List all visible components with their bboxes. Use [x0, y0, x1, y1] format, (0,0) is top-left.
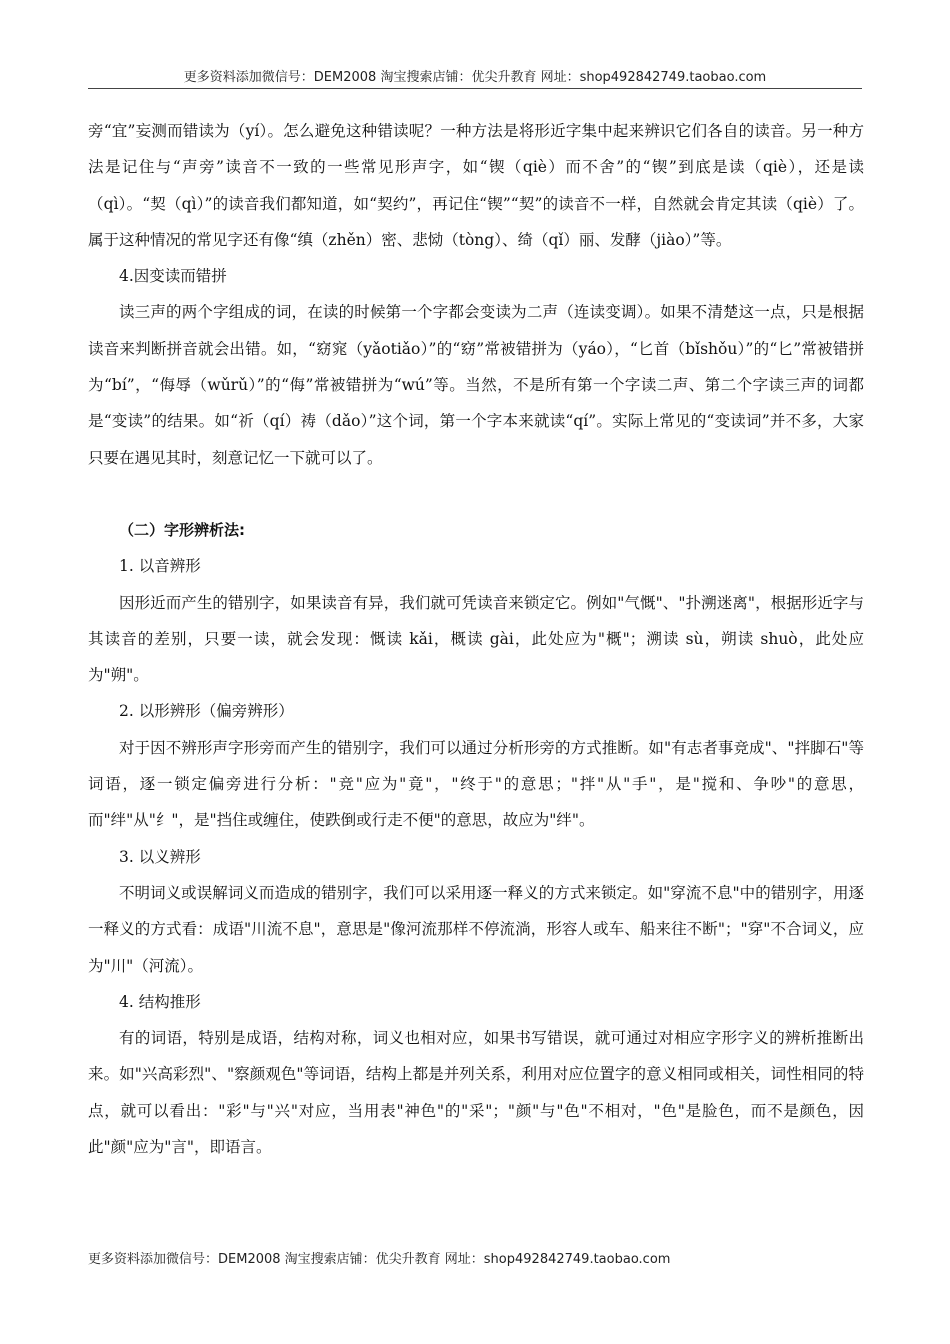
paragraph-structure: 有的词语，特别是成语，结构对称，词义也相对应，如果书写错误，就可通过对相应字形字义的辨析推断出来。如"兴高彩烈"、"察颜观色"等词语，结构上都是并列关系，利用对应位置字的意义相同或相关，词性相同的特点，就可以看出："彩"与"兴"对应，当用表"神色"的"采"；"颜"与"色"不相对，"色"是脸色，而不是颜色，因此"颜"应为"言"，即语言。 — [88, 1029, 864, 1157]
spacer — [88, 476, 864, 512]
subheading-sound: 1. 以音辨形 — [119, 557, 201, 576]
subheading-tone-change: 4.因变读而错拼 — [119, 267, 227, 286]
subheading-meaning: 3. 以义辨形 — [119, 847, 201, 866]
page-footer: 更多资料添加微信号：DEM2008 淘宝搜索店铺：优尖升教育 网址：shop492842749.taobao.com — [88, 1252, 671, 1267]
subheading-structure: 4. 结构推形 — [119, 992, 201, 1011]
paragraph-meaning: 不明词义或误解词义而造成的错别字，我们可以采用逐一释义的方式来锁定。如"穿流不息"中的错别字，用逐一释义的方式看：成语"川流不息"，意思是"像河流那样不停流淌，形容人或车、船来往不断"；"穿"不合词义，应为"川"（河流）。 — [88, 883, 864, 975]
paragraph-sound: 因形近而产生的错别字，如果读音有异，我们就可凭读音来锁定它。例如"气慨"、"扑溯迷离"，根据形近字与其读音的差别，只要一读，就会发现：慨读 kǎi，概读 gài，此处应为"概"；溯读 sù，朔读 shuò，此处应为"朔"。 — [88, 593, 864, 685]
paragraph-tone-change: 读三声的两个字组成的词，在读的时候第一个字都会变读为二声（连读变调）。如果不清楚这一点，只是根据读音来判断拼音就会出错。如，“窈窕（yǎotiǎo）”的“窈”常被错拼为（yáo），“匕首（bǐshǒu）”的“匕”常被错拼为“bí”，“侮辱（wǔrǔ）”的“侮”常被错拼为“wú”等。当然，不是所有第一个字读二声、第二个字读三声的词都是“变读”的结果。如“祈（qí）祷（dǎo）”这个词，第一个字本来就读“qí”。实际上常见的“变读词”并不多，大家只要在遇见其时，刻意记忆一下就可以了。 — [88, 303, 864, 467]
paragraph-phonetic-confusion: 旁“宜”妄测而错读为（yí）。怎么避免这种错读呢？一种方法是将形近字集中起来辨识它们各自的读音。另一种方法是记住与“声旁”读音不一致的一些常见形声字，如“锲（qiè）而不舍”的“锲”到底是读（qiè），还是读（qì）。“契（qì）”的读音我们都知道，如“契约”，再记住“锲”“契”的读音不一样，自然就会肯定其读（qiè）了。属于这种情况的常见字还有像“缜（zhěn）密、悲恸（tòng）、绮（qǐ）丽、发酵（jiào）”等。 — [88, 122, 864, 249]
page-header: 更多资料添加微信号：DEM2008 淘宝搜索店铺：优尖升教育 网址：shop492842749.taobao.com — [183, 70, 767, 85]
subheading-radical: 2. 以形辨形（偏旁辨形） — [119, 702, 294, 721]
paragraph-radical: 对于因不辨形声字形旁而产生的错别字，我们可以通过分析形旁的方式推断。如"有志者事竞成"、"拌脚石"等词语，逐一锁定偏旁进行分析："竞"应为"竟"，"终于"的意思；"拌"从"手"，是"搅和、争吵"的意思，而"绊"从"纟"，是"挡住或缠住，使跌倒或行走不便"的意思，故应为"绊"。 — [88, 738, 864, 830]
section-heading: （二）字形辨析法: — [119, 520, 245, 539]
document-body — [88, 113, 864, 1165]
header-divider — [88, 88, 862, 89]
